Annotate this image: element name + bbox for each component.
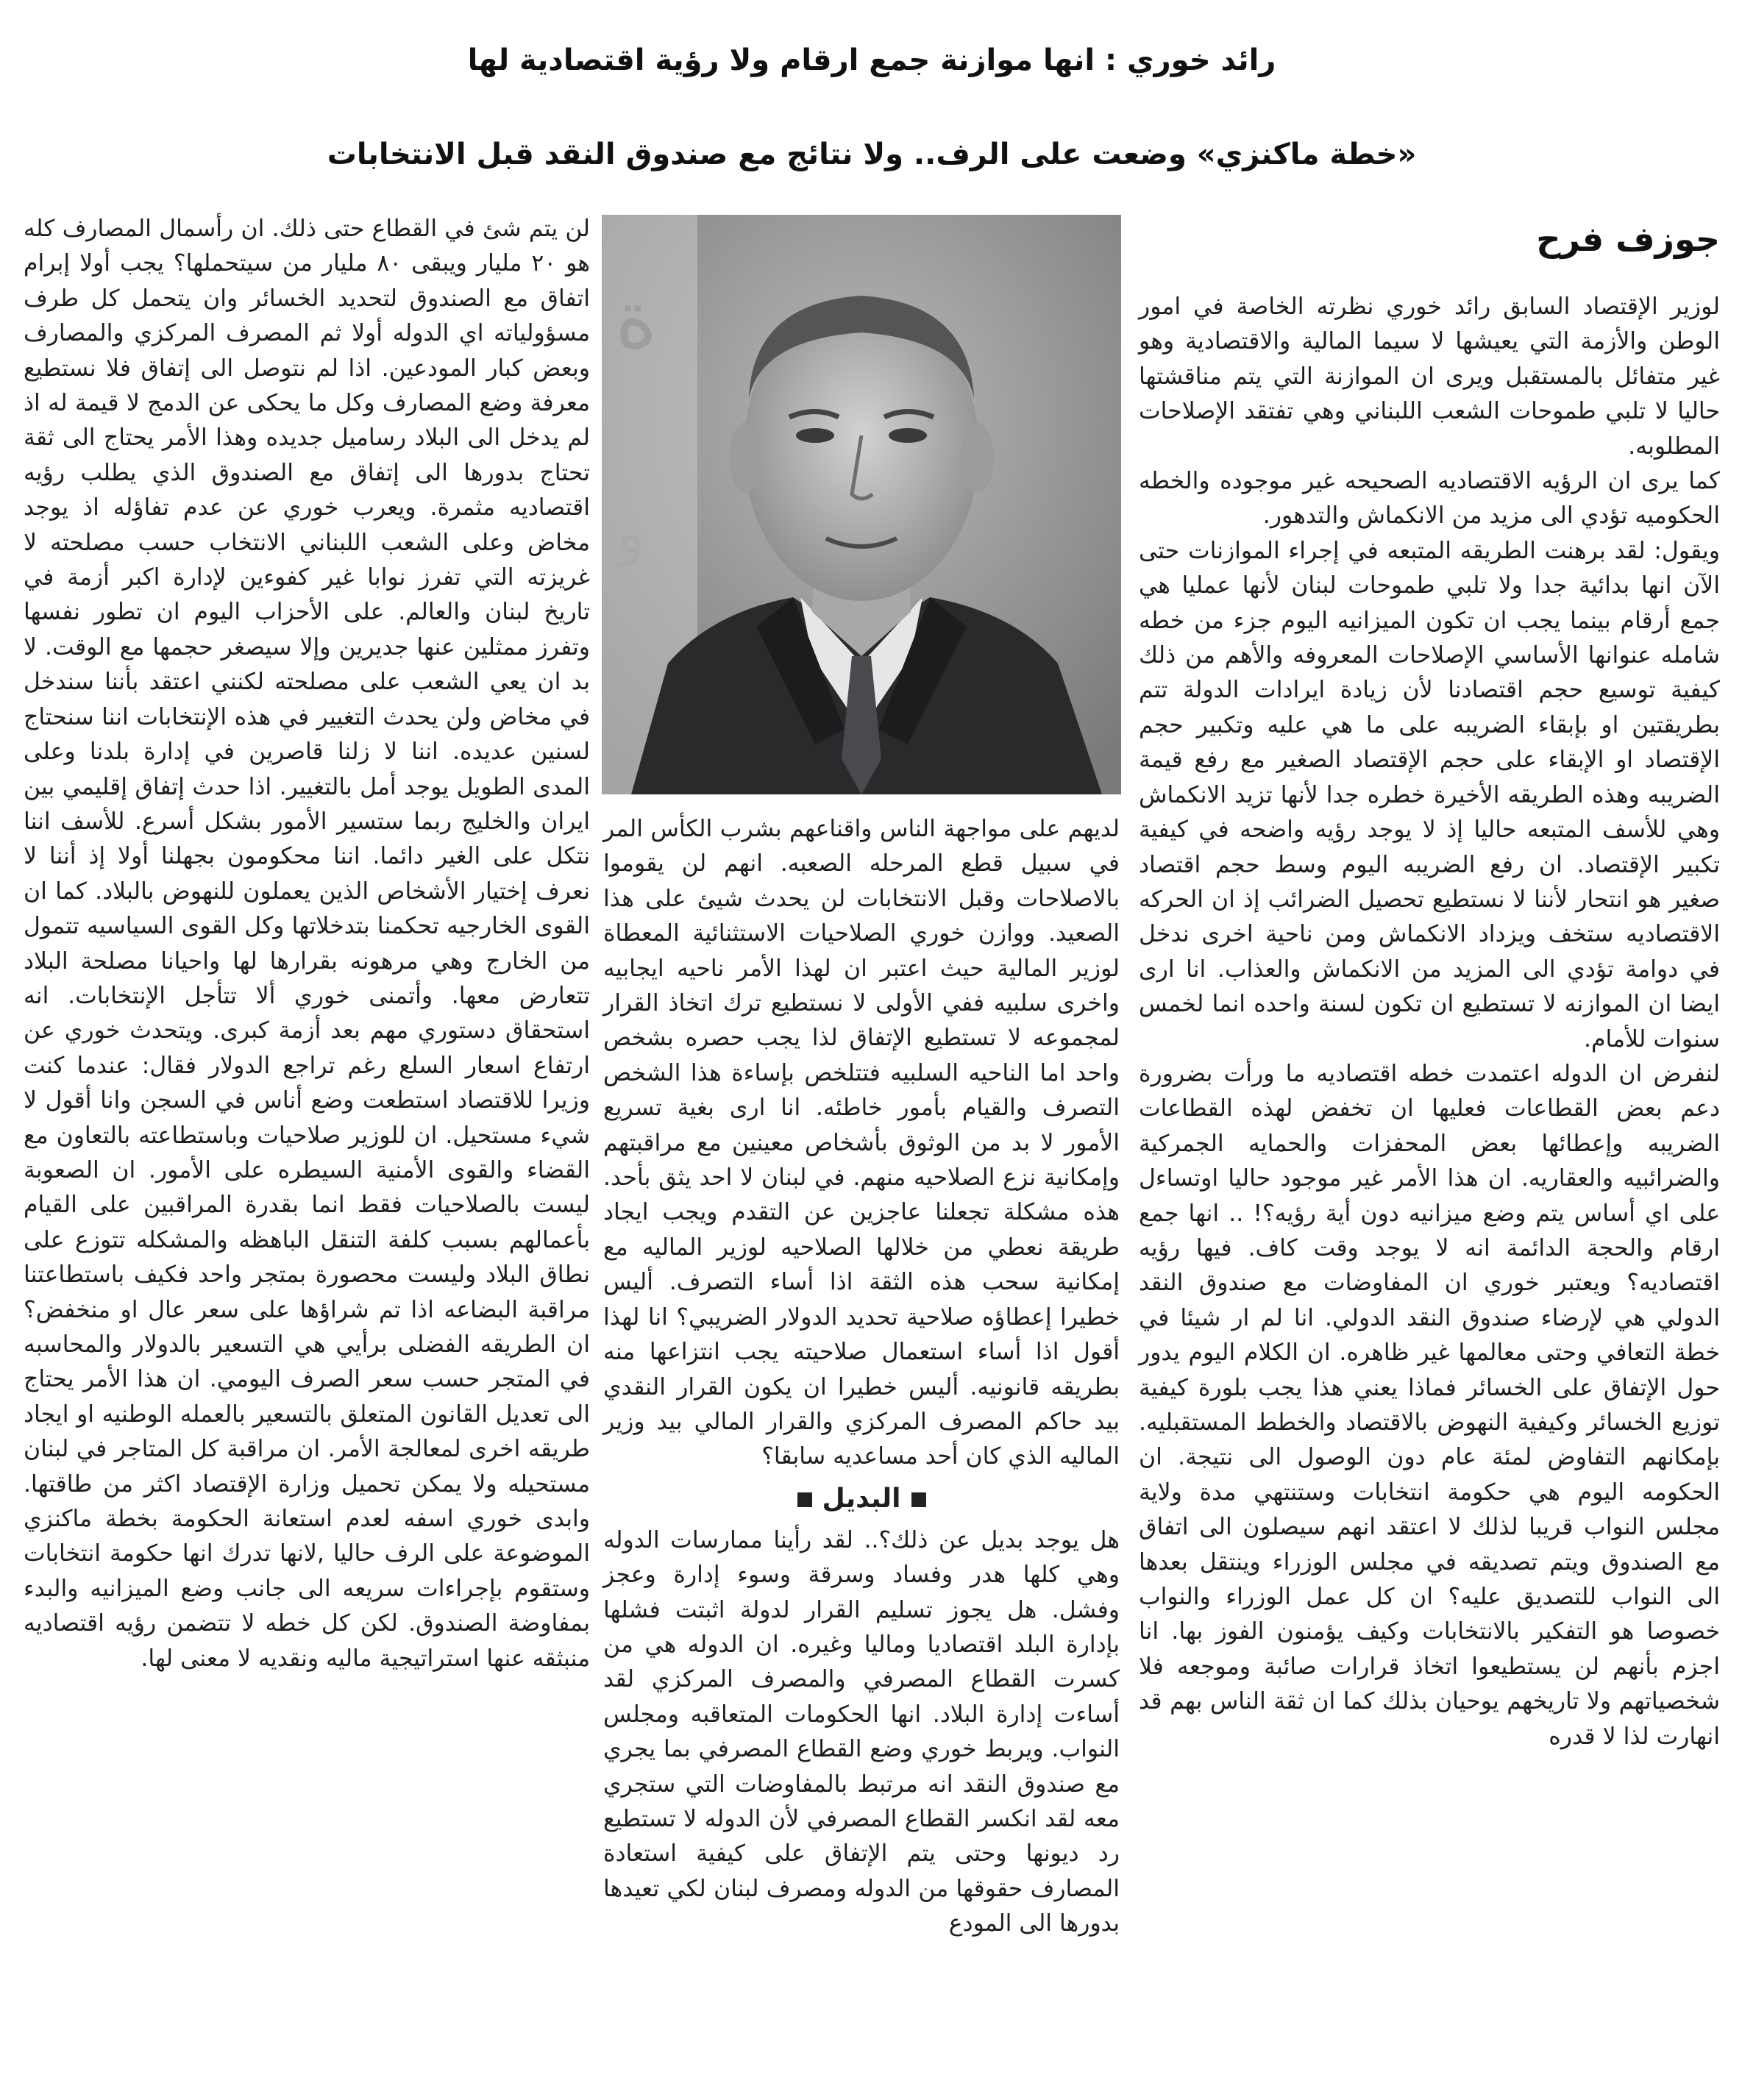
headline-line-2: «خطة ماكنزي» وضعت على الرف.. ولا نتائج مع صندوق النقد قبل الانتخابات	[327, 138, 1417, 171]
subheading-text: البديل	[822, 1483, 901, 1514]
byline: جوزف فرح	[1536, 219, 1720, 259]
article-column-left	[24, 212, 590, 1676]
subheading	[603, 1478, 1120, 1520]
portrait-photo	[602, 215, 1121, 794]
portrait-illustration	[602, 215, 1121, 794]
paragraph: هل يوجد بديل عن ذلك؟.. لقد رأينا ممارسات الدوله وهي كلها هدر وفساد وسرقة وسوء إدارة وعجز وفشل. هل يجوز تسليم القرار لدولة اثبتت فشلها بإدارة البلد اقتصاديا وماليا وغيره. ان الدوله هي من كسرت القطاع المصرفي والمصرف المركزي لقد أساءت إدارة البلاد. انها الحكومات المتعاقبه ومجلس النواب. ويربط خوري وضع القطاع المصرفي بما يجري مع صندوق النقد انه مرتبط بالمفاوضات التي ستجري معه لقد انكسر القطاع المصرفي لأن الدوله لا تستطيع رد ديونها وحتى يتم الإتفاق على كيفية استعادة المصارف حقوقها من الدوله ومصرف لبنان لكي تعيدها بدورها الى المودع	[603, 1526, 1120, 1937]
headline-line-1: رائد خوري : انها موازنة جمع ارقام ولا رؤية اقتصادية لها	[467, 43, 1276, 77]
paragraph: لوزير الإقتصاد السابق رائد خوري نظرته الخاصة في امور الوطن والأزمة التي يعيشها لا سيما المالية والاقتصادية وهو غير متفائل بالمستقبل ويرى ان الموازنة التي يتم مناقشتها حاليا لا تلبي طموحات الشعب اللبناني وهي تفتقد الإصلاحات المطلوبه.	[1139, 293, 1720, 460]
headline	[22, 13, 1721, 202]
paragraph: كما يرى ان الرؤيه الاقتصاديه الصحيحه غير موجوده والخطه الحكوميه تؤدي الى مزيد من الانكماش والتدهور.	[1139, 468, 1720, 530]
square-bullet-icon	[911, 1492, 926, 1507]
svg-text:ة: ة	[615, 272, 658, 366]
article-column-right	[1139, 290, 1720, 1754]
paragraph: لديهم على مواجهة الناس واقناعهم بشرب الكأس المر في سبيل قطع المرحله الصعبه. انهم لن يقوموا بالاصلاحات وقبل الانتخابات لن يحدث شيئ على هذا الصعيد. ووازن خوري الصلاحيات الاستثنائية المعطاة لوزير المالية حيث اعتبر ان لهذا الأمر ناحيه ايجابيه واخرى سلبيه ففي الأولى لا نستطيع ترك اتخاذ القرار لمجموعه لا تستطيع الإتفاق لذا يجب حصره بشخص واحد اما الناحيه السلبيه فتتلخص بإساءة هذا الشخص التصرف والقيام بأمور خاطئه. انا ارى بغية تسريع الأمور لا بد من الوثوق بأشخاص معينين مع مراقبتهم وإمكانية نزع الصلاحيه منهم. في لبنان لا احد يثق بأحد. هذه مشكلة تجعلنا عاجزين عن التقدم ويجب ايجاد طريقة نعطي من خلالها الصلاحيه لوزير الماليه مع إمكانية سحب هذه الثقة اذا أساء التصرف. أليس خطيرا إعطاؤه صلاحية تحديد الدولار الضريبي؟ انا لهذا أقول اذا أساء استعمال صلاحيته يجب انتزاعها منه بطريقه قانونيه. أليس خطيرا ان يكون القرار النقدي بيد حاكم المصرف المركزي والقرار المالي بيد وزير الماليه الذي كان أحد مساعديه سابقا؟	[603, 816, 1120, 1470]
paragraph: لنفرض ان الدوله اعتمدت خطه اقتصاديه ما ورأت بضرورة دعم بعض القطاعات فعليها ان تخفض لهذه القطاعات الضريبه وإعطائها بعض المحفزات والحمايه الجمركية والضرائبيه والعقاريه. ان هذا الأمر غير موجود حاليا اوتساءل على اي أساس يتم وضع ميزانيه دون أية رؤيه؟! .. انها جمع ارقام والحجة الدائمة انه لا يوجد وقت كاف. فيها رؤيه اقتصاديه؟ ويعتبر خوري ان المفاوضات مع صندوق النقد الدولي هي لإرضاء صندوق النقد الدولي. انا لم ار شيئا في خطة التعافي وحتى معالمها غير ظاهره. ان الكلام اليوم يدور حول الإتفاق على الخسائر فماذا يعني هذا يجب بلورة كيفية توزيع الخسائر وكيفية النهوض بالاقتصاد والخطط المستقبليه. بإمكانهم التفاوض لمئة عام دون الوصول الى نتيجة. ان الحكومه اليوم هي حكومة انتخابات وستنتهي مدة ولاية مجلس النواب قريبا لذلك لا اعتقد انهم سيصلون الى اتفاق مع الصندوق ويتم تصديقه في مجلس الوزراء وينتقل بعدها الى النواب للتصديق عليه؟ ان كل عمل الوزراء والنواب خصوصا هو التفكير بالانتخابات وكيف يؤمنون الفوز بها. انا اجزم بأنهم لن يستطيعوا اتخاذ قرارات صائبة وموجعه فلا شخصياتهم ولا تاريخهم يوحيان بذلك كما ان ثقة الناس بهم قد انهارت لذا لا قدره	[1139, 1060, 1720, 1750]
paragraph: لن يتم شئ في القطاع حتى ذلك. ان رأسمال المصارف كله هو ٢٠ مليار ويبقى ٨٠ مليار من سيتحملها؟ يجب أولا إبرام اتفاق مع الصندوق لتحديد الخسائر وان يتحمل كل طرف مسؤولياته اي الدوله أولا ثم المصرف المركزي والمصارف وبعض كبار المودعين. اذا لم نتوصل الى إتفاق فلا نستطيع معرفة وضع المصارف وكل ما يحكى عن الدمج لا قيمة له اذ لم يدخل الى البلاد رساميل جديده وهذا الأمر يحتاج الى ثقة تحتاج بدورها الى إتفاق مع الصندوق الذي يطلب رؤيه اقتصاديه مثمرة. ويعرب خوري عن عدم تفاؤله اذ يوجد مخاض وعلى الشعب اللبناني الانتخاب حسب مصلحته لا غريزته التي تفرز نوابا غير كفوءين لإدارة اكبر أزمة في تاريخ لبنان والعالم. على الأحزاب اليوم ان تطور نفسها وتفرز ممثلين عنها جديرين وإلا سيصغر حجمها مع الوقت. لا بد ان يعي الشعب على مصلحته لكنني اعتقد بأننا سندخل في مخاض ولن يحدث التغيير في هذه الإنتخابات اننا سنحتاج لسنين عديده. اننا لا زلنا قاصرين في إدارة بلدنا وعلى المدى الطويل يوجد أمل بالتغيير. اذا حدث إتفاق إقليمي بين ايران والخليج ربما ستسير الأمور بشكل أسرع. للأسف اننا نتكل على الغير دائما. اننا محكومون بجهلنا أولا إذ أننا لا نعرف إختيار الأشخاص الذين يعملون للنهوض بالبلاد. كما ان القوى الخارجيه تحكمنا بتدخلاتها وكل القوى السياسيه تتمول من الخارج وهي مرهونه بقرارها لها واحيانا مصلحة البلاد تتعارض معها. وأتمنى خوري ألا تتأجل الإنتخابات. انه استحقاق دستوري مهم بعد أزمة كبرى. ويتحدث خوري عن ارتفاع اسعار السلع رغم تراجع الدولار فقال: عندما كنت وزيرا للاقتصاد استطعت وضع أناس في السجن وانا أقول لا شيء مستحيل. ان للوزير صلاحيات وباستطاعته بالتعاون مع القضاء والقوى الأمنية السيطره على الأمور. ان الصعوبة ليست بالصلاحيات فقط انما بقدرة المراقبين على القيام بأعمالهم بسبب كلفة التنقل الباهظه والمشكله تتوزع على نطاق البلاد وليست محصورة بمتجر واحد فكيف باستطاعتنا مراقبة البضاعه اذا تم شراؤها على سعر عال او منخفض؟ ان الطريقه الفضلى برأيي هي التسعير بالدولار والمحاسبه في المتجر حسب سعر الصرف اليومي. ان هذا الأمر يحتاج الى تعديل القانون المتعلق بالتسعير بالعمله الوطنيه او ايجاد طريقه اخرى لمعالجة الأمر. ان مراقبة كل المتاجر في لبنان مستحيله ولا يمكن تحميل وزارة الإقتصاد اكثر من طاقتها. وابدى خوري اسفه لعدم استعانة الحكومة بخطة ماكنزي الموضوعة على الرف حاليا ,لانها تدرك انها حكومة انتخابات وستقوم بإجراءات سريعه الى جانب وضع الميزانيه والبدء بمفاوضة الصندوق. لكن كل خطه لا تتضمن رؤيه اقتصاديه منبثقه عنها استراتيجية ماليه ونقديه لا معنى لها.	[24, 216, 590, 1672]
paragraph: ويقول: لقد برهنت الطريقه المتبعه في إجراء الموازنات حتى الآن انها بدائية جدا ولا تلبي طموحات لبنان لأنها عمليا هي جمع أرقام بينما يجب ان تكون الميزانيه اليوم جزء من خطه شامله عنوانها الأساسي الإصلاحات المعروفه والأهم من ذلك كيفية توسيع حجم اقتصادنا لأن زيادة ايرادات الدولة تتم بطريقتين او بإبقاء الضريبه على ما هي عليه وتكبير حجم الإقتصاد او الإبقاء على حجم الإقتصاد الصغير مع رفع قيمة الضريبه وهذه الطريقه الأخيرة خطره جدا لأنها تزيد الانكماش وهي للأسف المتبعه حاليا إذ لا يوجد رؤيه واضحه في كيفية تكبير الإقتصاد. ان رفع الضريبه اليوم وسط حجم اقتصاد صغير هو انتحار لأننا لا نستطيع تحصيل الضرائب إذ ان الحركه الاقتصاديه ستخف ويزداد الانكماش ومن ناحية اخرى ندخل في دوامة تؤدي الى المزيد من الانكماش والعذاب. انا ارى ايضا ان الموازنه لا تستطيع ان تكون لسنة واحده انما لخمس سنوات للأمام.	[1139, 537, 1720, 1053]
square-bullet-icon	[797, 1492, 812, 1507]
svg-text:و: و	[616, 499, 645, 567]
article-column-middle	[603, 812, 1120, 1942]
